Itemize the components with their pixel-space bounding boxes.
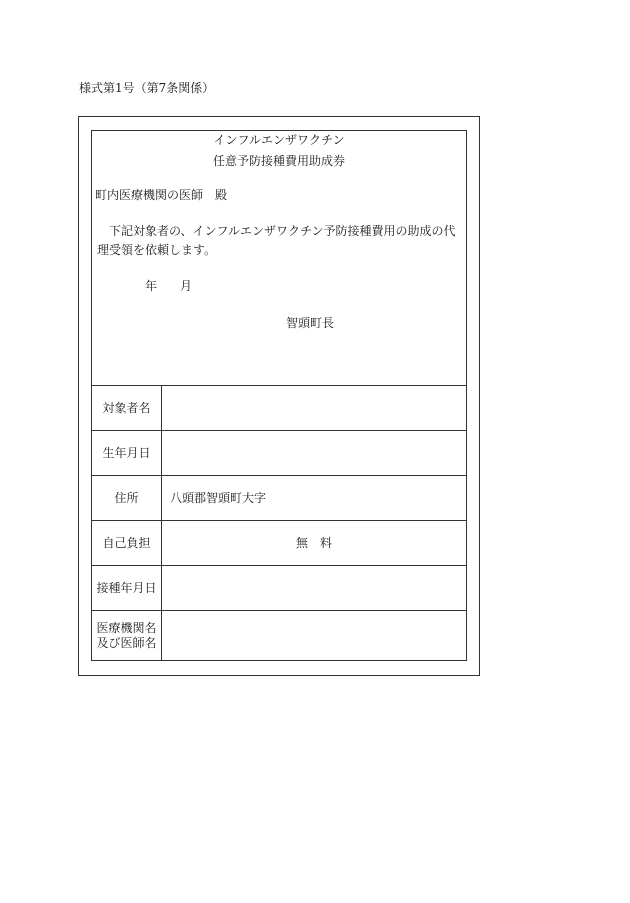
table-row-address bbox=[92, 476, 466, 521]
subject-name-label: 対象者名 bbox=[92, 386, 162, 430]
date-month-label: 月 bbox=[180, 279, 193, 293]
copay-value: 無 料 bbox=[295, 535, 332, 550]
vaccination-date-field[interactable] bbox=[162, 566, 466, 610]
address-field[interactable]: 八頭郡智頭町大字 bbox=[170, 490, 267, 505]
table-row-vaccination-date bbox=[92, 566, 466, 611]
subject-info-table bbox=[92, 385, 466, 660]
table-row-clinic-doctor bbox=[92, 611, 466, 661]
doctor-name-label: 及び医師名 bbox=[96, 636, 157, 650]
vaccination-date-label: 接種年月日 bbox=[92, 566, 162, 610]
addressee: 町内医療機関の医師 殿 bbox=[95, 188, 228, 202]
clinic-doctor-label bbox=[92, 611, 162, 661]
table-row-subject-name bbox=[92, 386, 466, 431]
clinic-name-label: 医療機関名 bbox=[96, 621, 157, 635]
table-row-copay bbox=[92, 521, 466, 566]
subject-name-field[interactable] bbox=[162, 386, 466, 430]
request-body-text: 下記対象者の、インフルエンザワクチン予防接種費用の助成の代理受領を依頼します。 bbox=[97, 224, 456, 257]
coupon-inner-frame bbox=[91, 130, 467, 661]
birth-date-field[interactable] bbox=[162, 431, 466, 475]
clinic-doctor-field[interactable] bbox=[162, 611, 466, 661]
address-label: 住所 bbox=[92, 476, 162, 520]
date-year-label: 年 bbox=[145, 279, 158, 293]
coupon-title-line2: 任意予防接種費用助成券 bbox=[212, 154, 345, 168]
birth-date-label: 生年月日 bbox=[92, 431, 162, 475]
coupon-title-line1: インフルエンザワクチン bbox=[213, 133, 345, 147]
table-row-birth-date bbox=[92, 431, 466, 476]
form-number: 様式第1号（第7条関係） bbox=[79, 81, 215, 95]
issuer-name: 智頭町長 bbox=[286, 316, 335, 330]
copay-label: 自己負担 bbox=[92, 521, 162, 565]
